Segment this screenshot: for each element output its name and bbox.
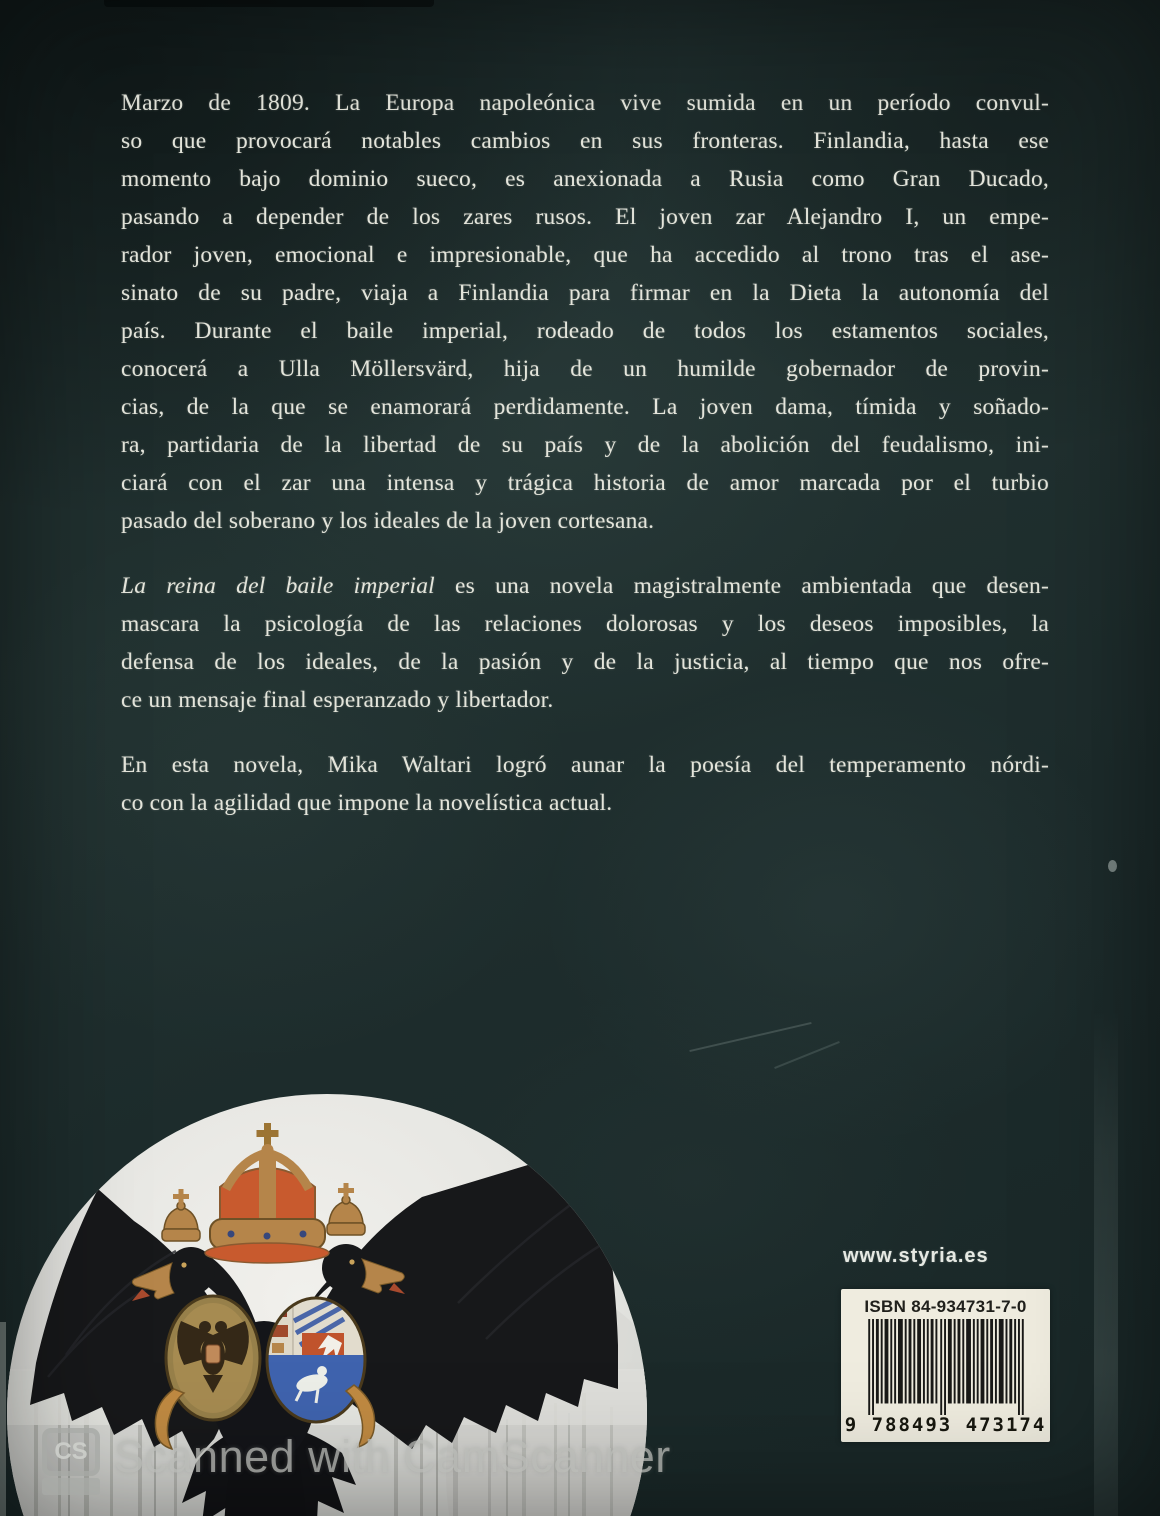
text-line: país. Durante el baile imperial, rodeado de todos los estamentos sociales, — [121, 318, 1049, 344]
text-fragment: es una novela magistralmente ambientada que desen- — [434, 573, 1049, 599]
text-line: pasando a depender de los zares rusos. El joven zar Alejandro I, un empe- — [121, 204, 1049, 230]
synopsis-paragraph-1 — [121, 84, 1049, 540]
scan-crease — [1094, 1010, 1118, 1516]
text-line: co con la agilidad que impone la novelística actual. — [121, 790, 613, 816]
barcode — [865, 1319, 1027, 1415]
text-line: pasado del soberano y los ideales de la joven cortesana. — [121, 508, 655, 534]
text-line: defensa de los ideales, de la pasión y de la justicia, al tiempo que nos ofre- — [121, 649, 1049, 675]
scan-scratch — [774, 1041, 840, 1069]
shield-right-oval — [267, 1298, 365, 1425]
ean-number: 9 788493 473174 — [844, 1414, 1047, 1436]
text-line: sinato de su padre, viaja a Finlandia para firmar en la Dieta la autonomía del — [121, 280, 1049, 306]
camscanner-watermark — [42, 1428, 671, 1486]
scan-speck — [1108, 860, 1117, 872]
synopsis-paragraph-3 — [121, 746, 1049, 822]
book-title-italic: La reina del baile imperial — [121, 573, 435, 599]
text-line: momento bajo dominio sueco, es anexionada a Rusia como Gran Ducado, — [121, 166, 1049, 192]
text-line: so que provocará notables cambios en sus fronteras. Finlandia, hasta ese — [121, 128, 1049, 154]
camscanner-logo-icon: CS — [42, 1428, 100, 1476]
watermark-text: Scanned with CamScanner — [114, 1431, 671, 1482]
synopsis-text — [121, 84, 1049, 822]
text-line: cias, de la que se enamorará perdidamente. La joven dama, tímida y soñado- — [121, 394, 1049, 420]
text-line: Marzo de 1809. La Europa napoleónica vive sumida en un período convul- — [121, 90, 1049, 116]
isbn-barcode-label — [841, 1289, 1050, 1442]
scan-scratch — [689, 1022, 811, 1052]
text-line: conocerá a Ulla Möllersvärd, hija de un humilde gobernador de provin- — [121, 356, 1049, 382]
shield-left-oval — [166, 1296, 260, 1420]
scan-dark-strip — [104, 0, 434, 7]
text-line: ra, partidaria de la libertad de su país y de la abolición del feudalismo, ini- — [121, 432, 1049, 458]
publisher-website: www.styria.es — [843, 1245, 989, 1267]
text-line: rador joven, emocional e impresionable, que ha accedido al trono tras el ase- — [121, 242, 1049, 268]
text-line: ce un mensaje final esperanzado y libertador. — [121, 687, 554, 713]
synopsis-paragraph-2 — [121, 567, 1049, 719]
text-line: En esta novela, Mika Waltari logró aunar la poesía del temperamento nórdi- — [121, 752, 1049, 778]
isbn-number: ISBN 84-934731-7-0 — [864, 1297, 1027, 1316]
text-line — [121, 567, 1049, 605]
text-line: mascara la psicología de las relaciones dolorosas y los deseos imposibles, la — [121, 611, 1049, 637]
text-line: ciará con el zar una intensa y trágica historia de amor marcada por el turbio — [121, 470, 1049, 496]
